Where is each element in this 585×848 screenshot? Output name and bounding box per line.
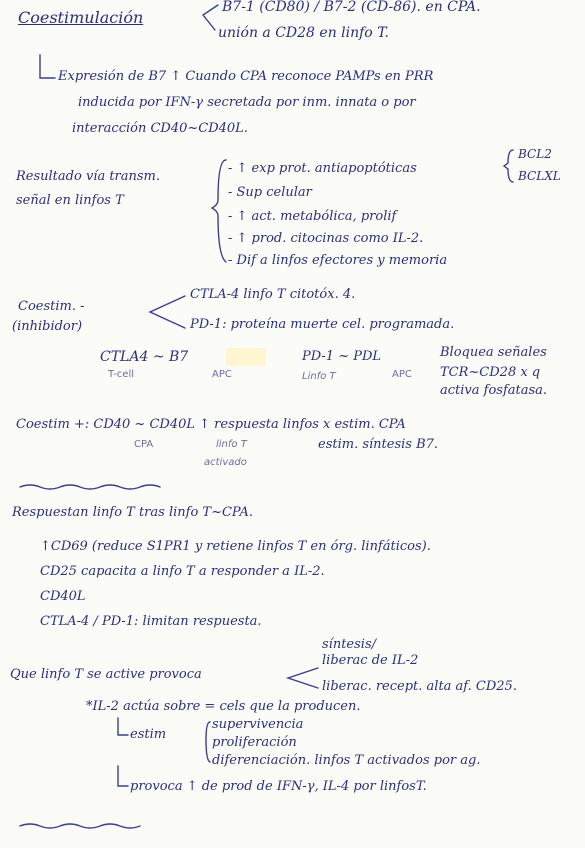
bcl2-label: BCL2 xyxy=(518,147,552,161)
activa-lead: Que linfo T se active provoca xyxy=(10,667,202,682)
resultado-item: - ↑ act. metabólica, prolif xyxy=(228,209,397,224)
inhib-label2: (inhibidor) xyxy=(12,319,83,334)
elbow-arrow-stroke xyxy=(40,55,55,78)
pair1-right: APC xyxy=(212,369,232,380)
inhib-label1: Coestim. - xyxy=(18,299,85,314)
costim-line1: B7-1 (CD80) / B7-2 (CD-86). en CPA. xyxy=(222,0,481,15)
respuestan-item: CTLA-4 / PD-1: limitan respuesta. xyxy=(40,614,262,629)
resultado-item: - Sup celular xyxy=(228,185,312,200)
estim-label: estim xyxy=(130,727,167,742)
coestim-pos-line: Coestim +: CD40 ~ CD40L ↑ respuesta linfos x estim. CPA xyxy=(16,417,406,432)
inhib-split-stroke xyxy=(150,296,185,328)
bclxl-label: BCLXL xyxy=(518,169,561,183)
pair1-top: CTLA4 ~ B7 xyxy=(100,349,189,365)
activa-top1: síntesis/ xyxy=(322,637,376,652)
il2-line: *IL-2 actúa sobre = cels que la producen. xyxy=(86,699,361,714)
expr-line2: inducida por IFN-γ secretada por inm. innata o por xyxy=(78,95,416,110)
estim-elbow-stroke xyxy=(118,718,128,735)
coestim-pos-estim: estim. síntesis B7. xyxy=(318,437,439,452)
divider-wave-2 xyxy=(20,824,140,828)
pair2-right: APC xyxy=(392,369,412,380)
respuestan-item: CD40L xyxy=(40,589,86,604)
coestim-pos-linfo: linfo T xyxy=(216,439,247,450)
highlight-mark xyxy=(226,348,266,366)
bcl-brace xyxy=(504,150,513,182)
activa-split-stroke xyxy=(288,668,318,688)
resultado-item: - ↑ prod. citocinas como IL-2. xyxy=(228,231,424,246)
expr-line3: interacción CD40~CD40L. xyxy=(72,121,248,136)
pd1-line: PD-1: proteína muerte cel. programada. xyxy=(190,317,455,332)
estim-item: proliferación xyxy=(212,735,297,750)
coestim-pos-activado: activado xyxy=(204,457,247,468)
resultado-item: - ↑ exp prot. antiapoptóticas xyxy=(228,161,417,176)
divider-wave-1 xyxy=(20,485,160,489)
pair2-top: PD-1 ~ PDL xyxy=(302,349,382,364)
costim-title: Coestimulación xyxy=(18,8,144,27)
resultado-item: - Dif a linfos efectores y memoria xyxy=(228,253,448,268)
activa-top2: liberac de IL-2 xyxy=(322,653,419,668)
bloquea-line3: activa fosfatasa. xyxy=(440,383,548,398)
resultado-label1: Resultado vía transm. xyxy=(16,169,161,184)
provoca-elbow-stroke xyxy=(118,766,128,786)
bloquea-line2: TCR~CD28 x q xyxy=(440,365,541,380)
estim-item: diferenciación. linfos T activados por ag. xyxy=(212,753,481,768)
bloquea-line1: Bloquea señales xyxy=(440,345,547,360)
estim-brace xyxy=(206,722,210,762)
respuestan-title: Respuestan linfo T tras linfo T~CPA. xyxy=(12,505,253,520)
respuestan-item: ↑CD69 (reduce S1PR1 y retiene linfos T en órg. linfáticos). xyxy=(40,539,431,554)
respuestan-item: CD25 capacita a linfo T a responder a IL-2. xyxy=(40,564,325,579)
provoca-line: provoca ↑ de prod de IFN-γ, IL-4 por linfosT. xyxy=(130,779,427,794)
resultado-label2: señal en linfos T xyxy=(16,193,124,208)
coestim-pos-cpa: CPA xyxy=(134,439,154,450)
expr-line1: Expresión de B7 ↑ Cuando CPA reconoce PAMPs en PRR xyxy=(58,69,434,84)
estim-item: supervivencia xyxy=(212,717,304,732)
resultado-brace xyxy=(212,160,226,262)
split-arrow-stroke xyxy=(203,5,218,30)
activa-bottom: liberac. recept. alta af. CD25. xyxy=(322,679,517,694)
costim-line2: unión a CD28 en linfo T. xyxy=(218,25,389,41)
pair1-left: T-cell xyxy=(108,369,135,380)
pair2-left: Linfo T xyxy=(302,371,336,382)
ctla4-line: CTLA-4 linfo T citotóx. 4. xyxy=(190,287,356,302)
